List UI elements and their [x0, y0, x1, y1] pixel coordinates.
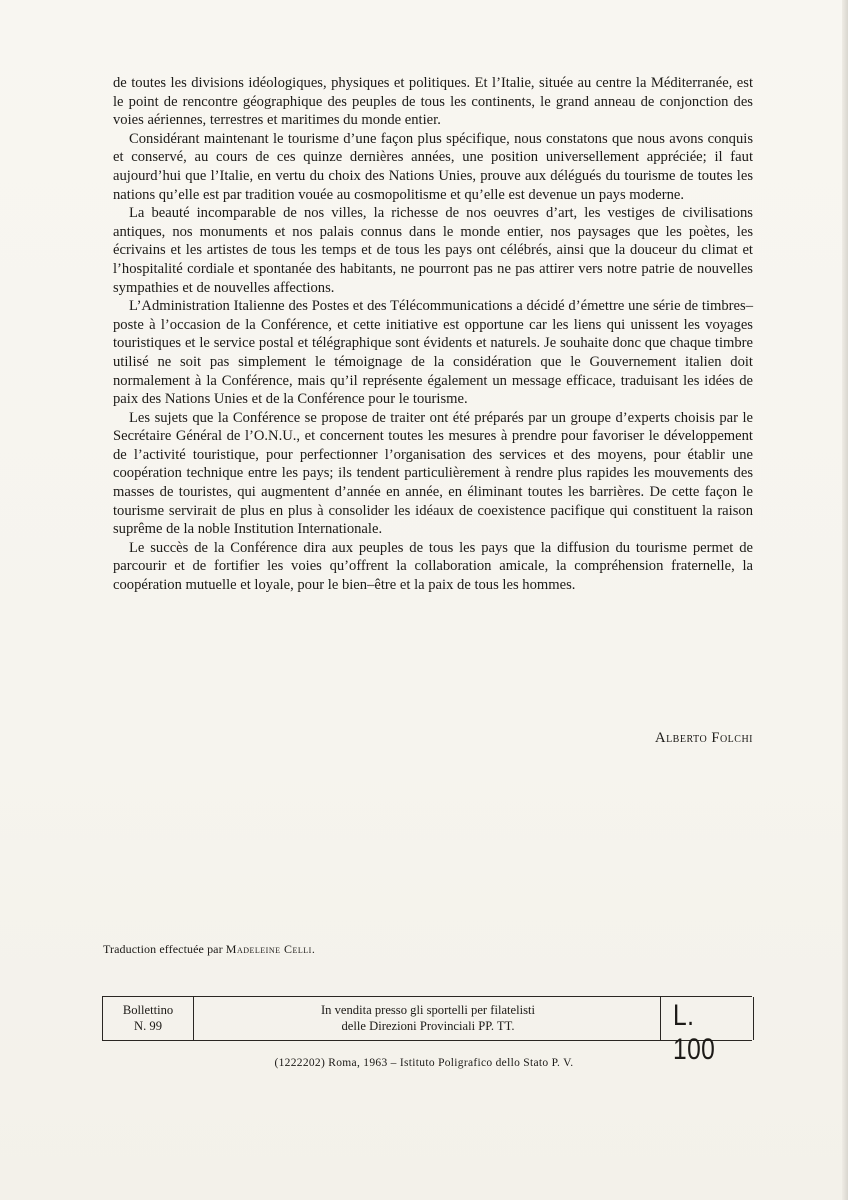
- article-paragraph: Considérant maintenant le tourisme d’une façon plus spécifique, nous constatons que nous avons conquis et conservé, au cours de ces quinze dernières années, une position universellement appréciée; il faut aujourd’hui que l’Italie, en vertu du choix des Nations Unies, prouve aux délégués du tourisme de toutes les nations qu’elle est par tradition vouée au cosmopolitisme et qu’elle est devenue un pays moderne.: [113, 130, 753, 203]
- bulletin-cell: [102, 997, 194, 1040]
- sale-notice-line-2: delle Direzioni Provinciali PP. TT.: [341, 1019, 515, 1033]
- sale-notice-line-1: In vendita presso gli sportelli per filatelisti: [320, 1003, 536, 1017]
- bulletin-number: N. 99: [134, 1019, 162, 1033]
- article-paragraph: L’Administration Italienne des Postes et des Télécommunications a décidé d’émettre une série de timbres–poste à l’occasion de la Conférence, et cette initiative est opportune car les liens qui unissent les voyages touristiques et le service postal et télégraphique sont évidents et naturels. Je souhaite donc que chaque timbre utilisé ne soit pas simplement le témoignage de la considération que le Gouvernement italien doit normalement à la Conférence, mais qu’il représente également un message efficace, traduisant les idées de paix des Nations Unies et de la Conférence pour le tourisme.: [113, 298, 753, 408]
- translation-note: [103, 942, 315, 957]
- sale-notice-cell: [194, 997, 662, 1040]
- article-paragraph: Le succès de la Conférence dira aux peuples de tous les pays que la diffusion du tourisme permet de parcourir et de fortifier les voies qu’offrent la collaboration amicale, la compréhension fraternelle, la coopération mutuelle et loyale, pour le bien–être et la paix de tous les hommes.: [113, 539, 753, 594]
- author-signature: Alberto Folchi: [655, 730, 753, 746]
- price-cell: [660, 997, 754, 1066]
- translation-prefix: Traduction effectuée par: [103, 942, 226, 956]
- price-label: L. 100: [673, 999, 716, 1066]
- article-body: [113, 74, 753, 595]
- translator-name: Madeleine Celli.: [225, 942, 316, 956]
- article-paragraph: Les sujets que la Conférence se propose de traiter ont été préparés par un groupe d’experts choisis par le Secrétaire Général de l’O.N.U., et concernent toutes les mesures à prendre pour favoriser le développement de l’activité touristique, pour perfectionner l’organisation des services et des moyens, pour établir une coopération technique entre les pays; ils tendent particulièrement à rendre plus rapides les mouvements des masses de touristes, qui augmentent d’année en année, en éliminant toutes les barrières. De cette façon le tourisme servirait de plus en plus à consolider les idéaux de coexistence pacifique qui constituent la raison suprême de la noble Institution Internationale.: [113, 409, 753, 538]
- bulletin-label: Bollettino: [122, 1003, 174, 1017]
- printer-imprint: (1222202) Roma, 1963 – Istituto Poligrafico dello Stato P. V.: [274, 1057, 574, 1069]
- article-paragraph: de toutes les divisions idéologiques, physiques et politiques. Et l’Italie, située au centre la Méditerranée, est le point de rencontre géographique des peuples de tous les continents, le grand anneau de conjonction des voies aériennes, terrestres et maritimes du monde entier.: [113, 75, 753, 129]
- page-edge-shadow: [842, 0, 848, 1200]
- article-paragraph: La beauté incomparable de nos villes, la richesse de nos oeuvres d’art, les vestiges de civilisations antiques, nos monuments et nos palais connus dans le monde entier, nos paysages que les poètes, les écrivains et les artistes de tous les temps et de tous les pays ont célébrés, ainsi que la douceur du climat et l’hospitalité cordiale et spontanée des habitants, ne pourront pas ne pas attirer vers notre patrie de nouvelles sympathies et de nouvelles affections.: [113, 205, 753, 296]
